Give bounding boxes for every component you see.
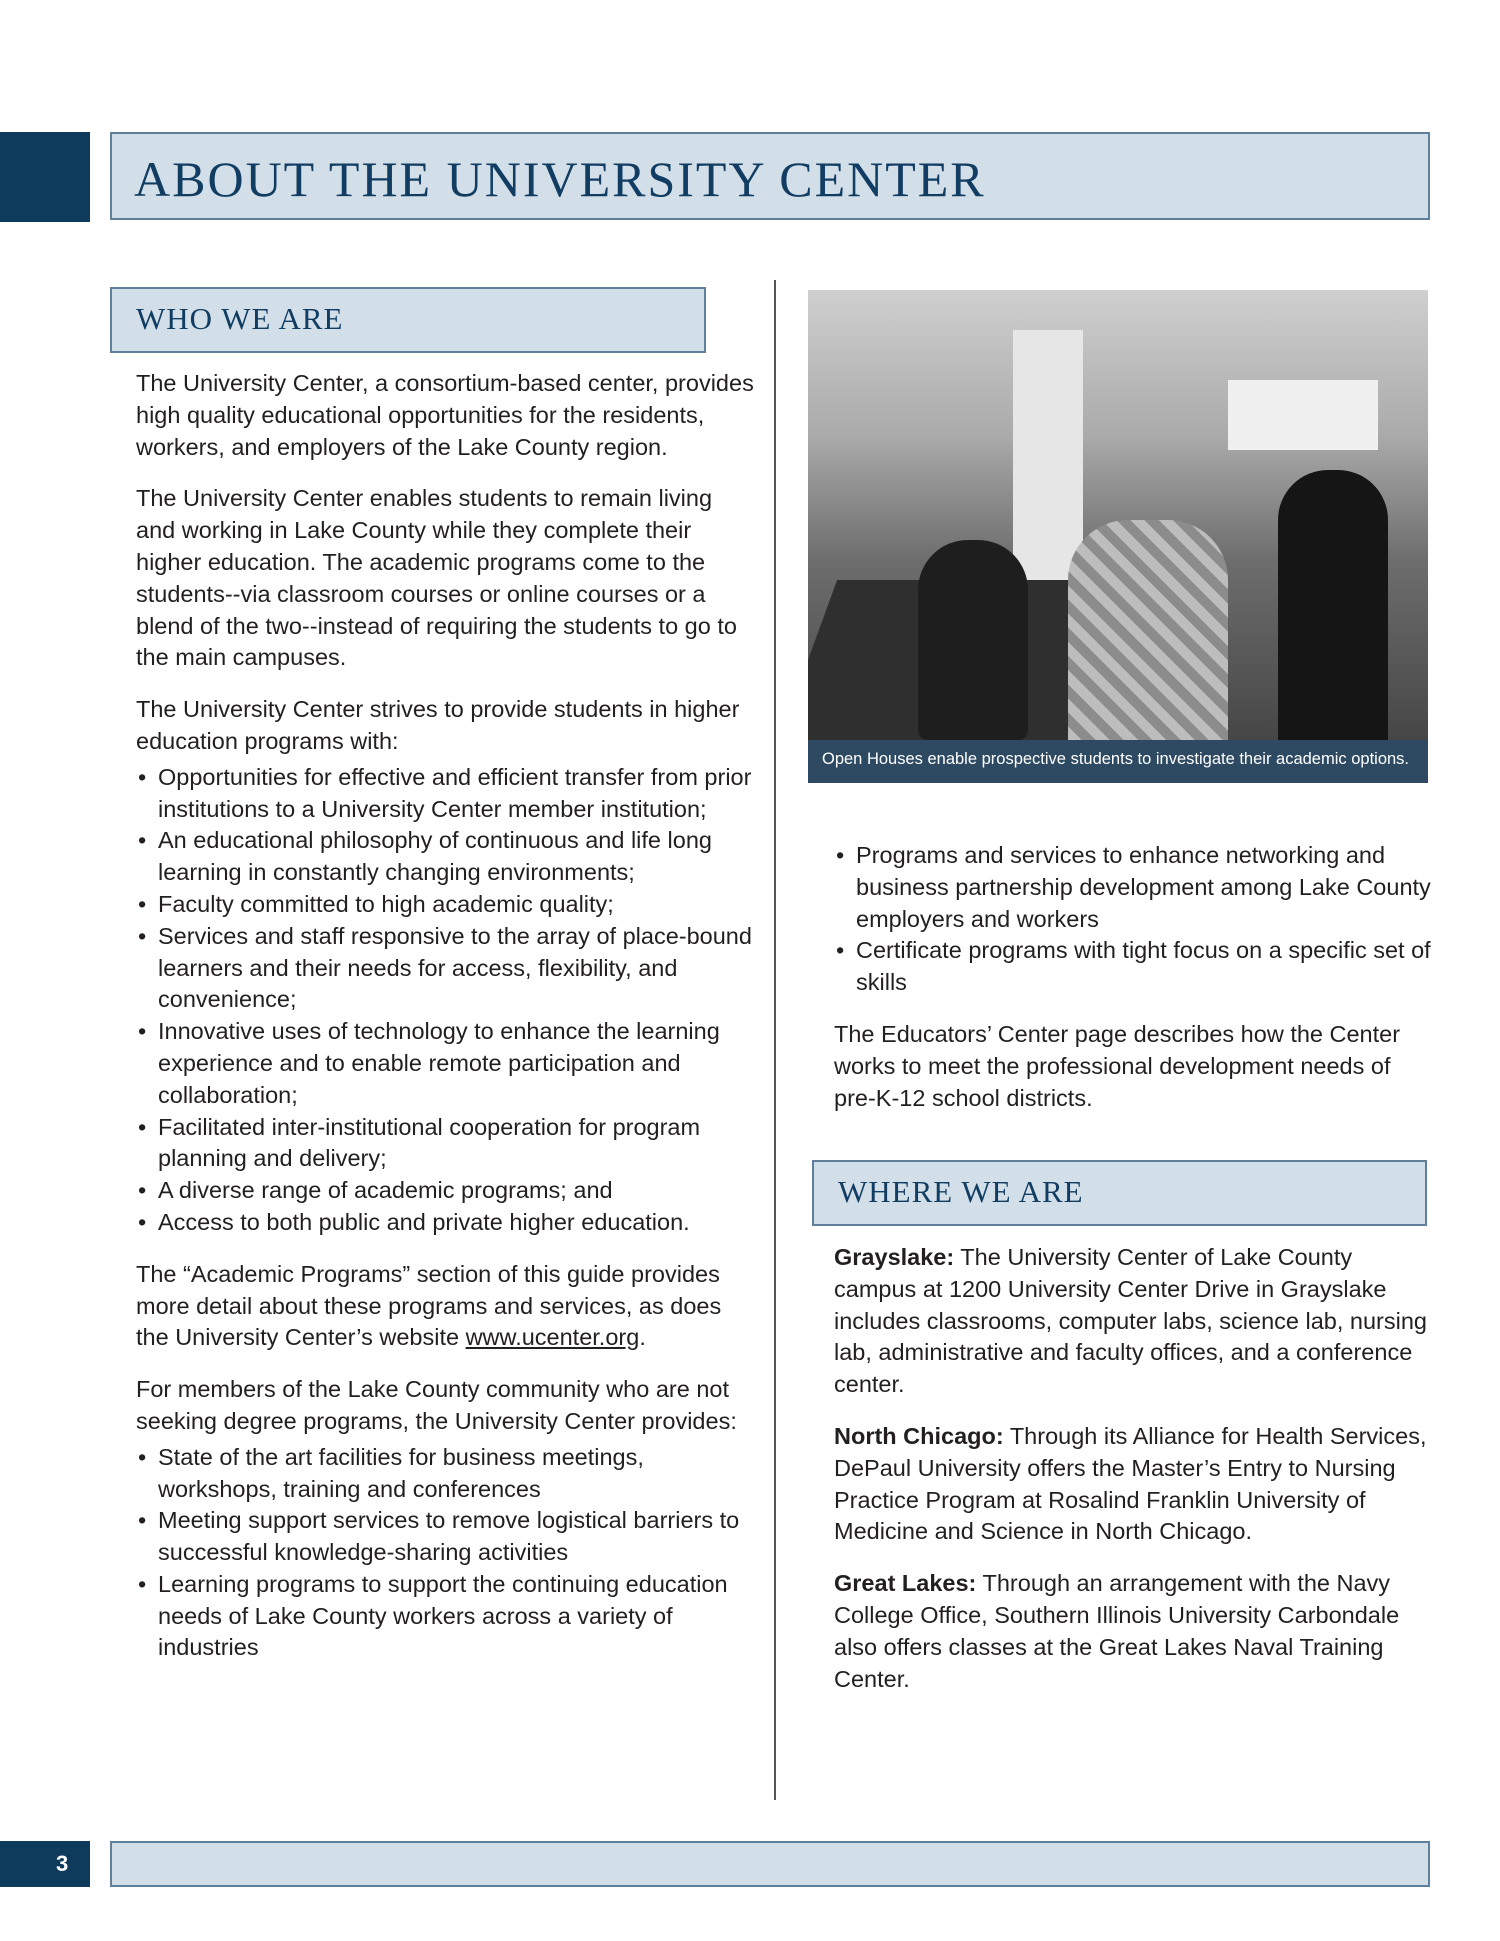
list-item: • An educational philosophy of continuous and life long learning in constantly changing environments; xyxy=(136,825,756,889)
where-we-are-heading: WHERE WE ARE xyxy=(838,1174,1084,1209)
right-column xyxy=(834,840,1434,1134)
list-item: • Meeting support services to remove logistical barriers to successful knowledge-sharing activities xyxy=(136,1505,756,1569)
list-item: • Opportunities for effective and efficient transfer from prior institutions to a University Center member institution; xyxy=(136,762,756,826)
who-paragraph-2: The University Center enables students to remain living and working in Lake County while they complete their higher education. The academic programs come to the students--via classroom courses or online courses or a blend of the two--instead of requiring the students to go to the main campuses. xyxy=(136,485,737,671)
period: . xyxy=(639,1324,646,1351)
footer-page-tab xyxy=(0,1841,90,1887)
ucenter-website-link[interactable]: www.ucenter.org xyxy=(465,1324,640,1351)
north-chicago-paragraph xyxy=(834,1421,1434,1548)
list-item: • A diverse range of academic programs; and xyxy=(136,1175,756,1207)
who-paragraph-4 xyxy=(136,1259,756,1354)
list-item: • Services and staff responsive to the array of place-bound learners and their needs for access, flexibility, and convenience; xyxy=(136,921,756,1016)
student-benefits-list xyxy=(136,762,756,1239)
list-item: • Access to both public and private higher education. xyxy=(136,1207,756,1239)
page-title-banner xyxy=(110,132,1430,220)
great-lakes-paragraph xyxy=(834,1568,1434,1695)
business-services-list xyxy=(834,840,1434,999)
academic-programs-text: The “Academic Programs” section of this guide provides more detail about these programs and services, as does the University Center’s website xyxy=(136,1260,722,1351)
locations xyxy=(834,1242,1434,1715)
header-accent-tab xyxy=(0,132,90,222)
list-item: • Facilitated inter-institutional cooperation for program planning and delivery; xyxy=(136,1112,756,1176)
community-services-list xyxy=(136,1442,756,1665)
where-we-are-banner xyxy=(812,1160,1427,1226)
who-we-are-heading: WHO WE ARE xyxy=(136,301,344,336)
list-item: • Faculty committed to high academic quality; xyxy=(136,889,756,921)
photo-person xyxy=(918,540,1028,740)
list-item: • Programs and services to enhance networking and business partnership development among Lake County employers and workers xyxy=(834,840,1434,935)
list-item: • State of the art facilities for business meetings, workshops, training and conferences xyxy=(136,1442,756,1506)
north-chicago-label: North Chicago: xyxy=(834,1422,1004,1449)
north-chicago-text: Through its Alliance for Health Services, DePaul University offers the Master’s Entry to Nursing Practice Program at Rosalind Franklin University of Medicine and Science in North Chicago. xyxy=(834,1422,1427,1545)
who-paragraph-5: For members of the Lake County community who are not seeking degree programs, the University Center provides: xyxy=(136,1376,737,1434)
great-lakes-label: Great Lakes: xyxy=(834,1570,977,1597)
grayslake-text: The University Center of Lake County campus at 1200 University Center Drive in Grayslake includes classrooms, computer labs, science lab, nursing lab, administrative and faculty offices, and a conference center. xyxy=(834,1244,1427,1398)
educators-center-paragraph: The Educators’ Center page describes how the Center works to meet the professional development needs of pre-K-12 school districts. xyxy=(834,1020,1401,1111)
footer-bar xyxy=(110,1841,1430,1887)
who-paragraph-1: The University Center, a consortium-based center, provides high quality educational opportunities for the residents, workers, and employers of the Lake County region. xyxy=(136,370,754,460)
page-number: 3 xyxy=(56,1851,69,1876)
who-paragraph-3: The University Center strives to provide students in higher education programs with: xyxy=(136,696,740,754)
photo-caption-bar xyxy=(808,740,1428,783)
open-house-photo xyxy=(808,290,1428,783)
photo-table-cloth xyxy=(1228,380,1378,450)
list-item: • Innovative uses of technology to enhance the learning experience and to enable remote participation and collaboration; xyxy=(136,1016,756,1111)
great-lakes-text: Through an arrangement with the Navy College Office, Southern Illinois University Carbondale also offers classes at the Great Lakes Naval Training Center. xyxy=(834,1570,1400,1692)
left-column xyxy=(136,368,756,1684)
photo-caption: Open Houses enable prospective students to investigate their academic options. xyxy=(822,750,1410,768)
column-divider xyxy=(774,280,776,1800)
photo-person xyxy=(1278,470,1388,783)
list-item: • Certificate programs with tight focus on a specific set of skills xyxy=(834,935,1434,999)
who-we-are-banner xyxy=(110,287,706,353)
page-title: ABOUT THE UNIVERSITY CENTER xyxy=(134,151,986,207)
grayslake-label: Grayslake: xyxy=(834,1244,955,1270)
list-item: • Learning programs to support the continuing education needs of Lake County workers across a variety of industries xyxy=(136,1569,756,1664)
grayslake-paragraph xyxy=(834,1242,1434,1401)
